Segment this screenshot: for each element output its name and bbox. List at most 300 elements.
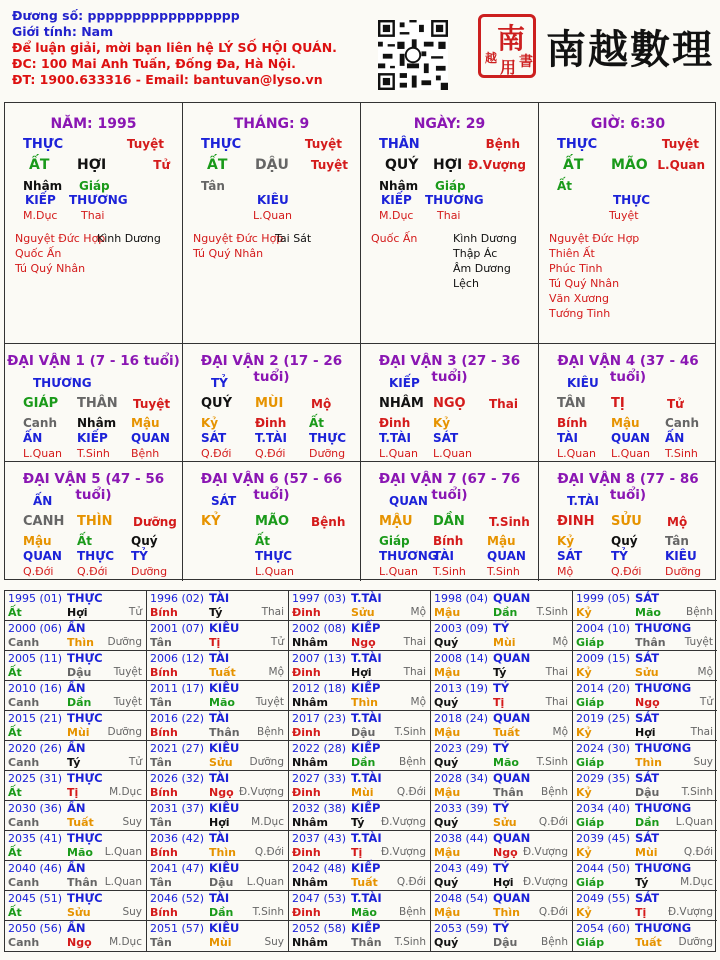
dai-van-hidden-state: T.Sinh <box>433 565 466 578</box>
dai-van-hidden-can: Mậu <box>131 416 160 430</box>
year-label: 2002 (08) <box>292 622 347 635</box>
year-god: THỰC <box>67 831 103 845</box>
year-can: Bính <box>150 786 178 799</box>
year-label: 2050 (56) <box>8 922 63 935</box>
year-can: Canh <box>8 696 40 709</box>
dai-van-hidden-state: L.Quan <box>23 447 62 460</box>
year-state: Q.Đới <box>396 786 426 798</box>
dai-van-cell <box>539 462 717 581</box>
year-can: Giáp <box>576 936 605 949</box>
year-label: 2036 (42) <box>150 832 205 845</box>
year-god: SÁT <box>635 651 660 665</box>
year-label: 2045 (51) <box>8 892 63 905</box>
year-god: KIÊU <box>209 801 240 815</box>
pillar-top-state: Tuyệt <box>661 137 699 151</box>
year-cell <box>289 801 431 831</box>
dai-van-hidden-god: THỰC <box>309 431 347 445</box>
year-state: Bệnh <box>257 726 284 738</box>
year-can: Quý <box>434 936 459 949</box>
dai-van-state: Mộ <box>667 515 688 529</box>
year-state: Tuyệt <box>113 696 142 708</box>
year-god: KIẾP <box>351 861 381 875</box>
qr-code-icon <box>378 20 448 90</box>
pillar-hidden-can: Nhâm <box>379 179 419 193</box>
pillar-column <box>183 103 361 343</box>
year-cell <box>431 591 573 621</box>
year-can: Ất <box>8 846 22 859</box>
star-item: Văn Xương <box>549 292 609 305</box>
dai-van-hidden-can: Bính <box>433 534 464 548</box>
year-god: T.TÀI <box>351 831 382 845</box>
year-state: Mộ <box>552 636 568 648</box>
star-item: Tai Sát <box>275 232 312 245</box>
dai-van-god: TỶ <box>211 376 228 390</box>
year-label: 2008 (14) <box>434 652 489 665</box>
dai-van-can: CANH <box>23 514 65 529</box>
year-state: Thai <box>403 666 426 678</box>
dai-van-hidden-can: Đinh <box>255 416 287 430</box>
year-state: Mộ <box>268 666 284 678</box>
year-god: THƯƠNG <box>635 681 692 695</box>
dai-van-state: Tử <box>667 397 684 411</box>
dai-van-can: NHÂM <box>379 396 424 411</box>
year-can: Đinh <box>292 666 321 679</box>
year-cell <box>431 921 573 951</box>
year-chi: Dậu <box>351 726 376 739</box>
dai-van-cell <box>183 462 361 581</box>
year-can: Đinh <box>292 606 321 619</box>
dai-van-cell <box>5 344 183 463</box>
pillar-truong-sinh: Đ.Vượng <box>468 158 526 172</box>
year-cell <box>147 921 289 951</box>
year-chi: Thân <box>209 726 240 739</box>
year-cell <box>147 861 289 891</box>
pillar-hidden-god: KIÊU <box>257 193 289 207</box>
year-chi: Tuất <box>67 816 94 829</box>
pillar-hidden-god-2: THƯƠNG <box>425 193 484 207</box>
year-cell <box>431 831 573 861</box>
year-chi: Tị <box>351 846 363 859</box>
year-can: Bính <box>150 726 178 739</box>
year-state: Bệnh <box>686 606 713 618</box>
dai-van-hidden-can: Mậu <box>611 416 640 430</box>
dai-van-hidden-god: T.TÀI <box>255 431 287 445</box>
year-god: SÁT <box>635 711 660 725</box>
year-can: Nhâm <box>292 636 328 649</box>
dai-van-state: Dưỡng <box>133 515 177 529</box>
year-cell <box>573 891 717 921</box>
dai-van-hidden-state: Bệnh <box>131 447 160 460</box>
year-state: Mộ <box>410 696 426 708</box>
dai-van-hidden-state: Dưỡng <box>131 565 168 578</box>
year-state: Đ.Vượng <box>522 876 568 888</box>
year-cell <box>147 801 289 831</box>
year-label: 2027 (33) <box>292 772 347 785</box>
year-state: Đ.Vượng <box>667 906 713 918</box>
year-god: ẤN <box>67 741 86 755</box>
year-can: Quý <box>434 636 459 649</box>
year-can: Canh <box>8 876 40 889</box>
year-cell <box>573 921 717 951</box>
year-cell <box>5 591 147 621</box>
year-chi: Mùi <box>493 636 516 649</box>
year-cell <box>147 651 289 681</box>
pillar-title: NĂM: 1995 <box>50 116 137 132</box>
pillar-top-god: THÂN <box>379 137 420 152</box>
year-chi: Dần <box>493 606 518 619</box>
year-cell <box>147 741 289 771</box>
year-label: 2018 (24) <box>434 712 489 725</box>
year-god: KIẾP <box>351 921 381 935</box>
contact-line: Để luận giải, mời bạn liên hệ LÝ SỐ HỘI QUÁN. <box>12 40 337 55</box>
dai-van-title: ĐẠI VẬN 6 (57 - 66 tuổi) <box>200 471 343 503</box>
year-cell <box>5 801 147 831</box>
year-state: Đ.Vượng <box>522 846 568 858</box>
star-item: Tướng Tinh <box>549 307 611 320</box>
year-cell <box>147 681 289 711</box>
year-god: QUAN <box>493 831 531 845</box>
year-state: Suy <box>122 906 142 918</box>
dai-van-hidden-god: QUAN <box>131 431 170 445</box>
year-state: Thai <box>261 606 284 618</box>
year-god: TỶ <box>493 681 510 695</box>
dai-van-hidden-can: Ất <box>309 416 325 430</box>
dai-van-hidden-state: Q.Đới <box>77 565 108 578</box>
dai-van-title: ĐẠI VẬN 3 (27 - 36 tuổi) <box>378 353 521 385</box>
year-can: Quý <box>434 876 459 889</box>
year-label: 2031 (37) <box>150 802 205 815</box>
year-label: 2022 (28) <box>292 742 347 755</box>
year-state: Tuyệt <box>684 636 713 648</box>
year-god: TÀI <box>209 771 230 785</box>
year-state: Tử <box>128 756 142 768</box>
year-state: Tử <box>270 636 284 648</box>
year-cell <box>573 711 717 741</box>
dai-van-hidden-state: Mộ <box>557 565 574 578</box>
star-item: Tú Quý Nhân <box>549 277 620 290</box>
dai-van-hidden-god: THỰC <box>255 549 293 563</box>
year-god: THỰC <box>67 711 103 725</box>
dai-van-state: T.Sinh <box>489 515 530 529</box>
year-label: 2000 (06) <box>8 622 63 635</box>
dai-van-hidden-god: TÀI <box>433 549 455 563</box>
dai-van-god: QUAN <box>389 494 428 508</box>
year-chi: Tuất <box>351 876 378 889</box>
year-chi: Tuất <box>635 936 662 949</box>
dai-van-hidden-god: SÁT <box>201 431 227 445</box>
year-cell <box>147 771 289 801</box>
year-state: Thai <box>690 726 713 738</box>
year-chi: Ngọ <box>351 636 376 649</box>
year-cell <box>147 831 289 861</box>
dai-van-can: QUÝ <box>201 396 233 411</box>
year-can: Kỷ <box>576 606 592 619</box>
dai-van-hidden-can: Mậu <box>487 534 516 548</box>
pillar-truong-sinh: Tử <box>153 158 170 172</box>
year-state: Mộ <box>697 666 713 678</box>
year-chi: Dậu <box>635 786 660 799</box>
year-label: 2040 (46) <box>8 862 63 875</box>
dai-van-state: Tuyệt <box>133 397 171 411</box>
year-god: KIẾP <box>351 681 381 695</box>
pillar-can: ẤT <box>29 157 50 173</box>
year-chi: Mão <box>493 756 519 769</box>
year-god: THỰC <box>67 891 103 905</box>
year-can: Mậu <box>434 606 461 619</box>
year-can: Nhâm <box>292 876 328 889</box>
year-cell <box>5 771 147 801</box>
year-chi: Tý <box>493 666 507 679</box>
year-chi: Dần <box>635 816 660 829</box>
year-chi: Sửu <box>351 606 375 619</box>
year-can: Bính <box>150 906 178 919</box>
year-god: ẤN <box>67 801 86 815</box>
dai-van-hidden-god: SÁT <box>557 549 583 563</box>
year-chi: Hợi <box>635 726 656 739</box>
year-state: Suy <box>264 936 284 948</box>
year-god: SÁT <box>635 891 660 905</box>
dai-van-title: ĐẠI VẬN 1 (7 - 16 tuổi) <box>7 353 180 369</box>
dai-van-god: THƯƠNG <box>33 376 92 390</box>
star-item: Âm Dương Lệch <box>453 262 511 290</box>
year-god: THỰC <box>67 591 103 605</box>
year-can: Tân <box>150 876 172 889</box>
pillar-stars-good <box>371 231 417 246</box>
year-label: 2028 (34) <box>434 772 489 785</box>
star-item: Quốc Ấn <box>371 232 418 245</box>
year-label: 2003 (09) <box>434 622 489 635</box>
year-can: Kỷ <box>576 906 592 919</box>
dai-van-hidden-god: ẤN <box>23 431 43 445</box>
pillar-title: THÁNG: 9 <box>233 116 310 132</box>
year-can: Đinh <box>292 726 321 739</box>
pillar-top-god: THỰC <box>557 137 598 152</box>
year-state: T.Sinh <box>252 906 284 918</box>
year-cell <box>431 801 573 831</box>
year-god: QUAN <box>493 711 531 725</box>
year-state: L.Quan <box>104 876 142 888</box>
year-cell <box>431 681 573 711</box>
year-can: Nhâm <box>292 816 328 829</box>
year-god: QUAN <box>493 651 531 665</box>
dai-van-hidden-god: ẤN <box>665 431 685 445</box>
dai-van-god: ẤN <box>33 494 53 508</box>
year-label: 1995 (01) <box>8 592 63 605</box>
year-god: KIÊU <box>209 921 240 935</box>
year-can: Mậu <box>434 906 461 919</box>
star-item: Phúc Tinh <box>549 262 603 275</box>
year-chi: Tị <box>67 786 79 799</box>
star-item: Thiên Ất <box>549 247 595 260</box>
year-god: T.TÀI <box>351 711 382 725</box>
year-cell <box>289 831 431 861</box>
year-god: SÁT <box>635 591 660 605</box>
dai-van-cell <box>5 462 183 581</box>
dai-van-can: GIÁP <box>23 396 59 411</box>
year-state: Tử <box>699 696 713 708</box>
pillar-hidden-can: Ất <box>557 179 573 193</box>
year-cell <box>289 651 431 681</box>
year-cell <box>289 681 431 711</box>
dai-van-hidden-can: Quý <box>131 534 158 548</box>
year-state: Thai <box>545 666 568 678</box>
year-cell <box>5 651 147 681</box>
year-can: Tân <box>150 756 172 769</box>
year-god: THƯƠNG <box>635 861 692 875</box>
year-chi: Hợi <box>351 666 372 679</box>
star-item: Tú Quý Nhân <box>15 262 86 275</box>
year-cell <box>573 741 717 771</box>
pillar-hidden-can: Nhâm <box>23 179 63 193</box>
year-can: Ất <box>8 666 22 679</box>
year-cell <box>573 861 717 891</box>
year-chi: Tuất <box>493 726 520 739</box>
year-god: TÀI <box>209 891 230 905</box>
year-god: ẤN <box>67 621 86 635</box>
year-state: L.Quan <box>104 846 142 858</box>
dai-van-hidden-state: T.Sinh <box>77 447 110 460</box>
year-god: QUAN <box>493 591 531 605</box>
dai-van-state: Thai <box>489 397 518 411</box>
year-label: 2043 (49) <box>434 862 489 875</box>
dai-van-god: T.TÀI <box>567 494 599 508</box>
seal-stamp: 南 越 用 書 <box>478 14 536 78</box>
year-chi: Hợi <box>209 816 230 829</box>
year-state: T.Sinh <box>681 786 713 798</box>
pillar-hidden-can: Tân <box>201 179 225 193</box>
year-state: Tuyệt <box>113 666 142 678</box>
dai-van-hidden-god: THƯƠNG <box>379 549 438 563</box>
year-can: Nhâm <box>292 756 328 769</box>
year-chi: Mùi <box>635 846 658 859</box>
year-state: Thai <box>545 696 568 708</box>
pillar-chi: HỢI <box>433 157 463 173</box>
dai-van-hidden-state: Q.Đới <box>255 447 286 460</box>
year-god: SÁT <box>635 831 660 845</box>
star-item: Kình Dương <box>453 232 517 245</box>
year-god: QUAN <box>493 891 531 905</box>
dai-van-hidden-can: Mậu <box>23 534 52 548</box>
year-state: Q.Đới <box>538 816 568 828</box>
year-label: 2054 (60) <box>576 922 631 935</box>
year-state: Suy <box>122 816 142 828</box>
year-cell <box>431 621 573 651</box>
year-label: 1998 (04) <box>434 592 489 605</box>
dai-van-hidden-god: T.TÀI <box>379 431 411 445</box>
year-cell <box>289 621 431 651</box>
year-can: Ất <box>8 606 22 619</box>
year-label: 2024 (30) <box>576 742 631 755</box>
year-state: T.Sinh <box>536 756 568 768</box>
year-chi: Dậu <box>493 936 518 949</box>
address-line: ĐC: 100 Mai Anh Tuấn, Đống Đa, Hà Nội. <box>12 56 296 71</box>
pillar-column <box>361 103 539 343</box>
pillar-hidden-can-2: Giáp <box>435 179 466 193</box>
dai-van-hidden-state: Q.Đới <box>201 447 232 460</box>
year-state: Suy <box>693 756 713 768</box>
dai-van-hidden-can: Canh <box>23 416 57 430</box>
pillar-column <box>539 103 717 343</box>
pillar-can: ẤT <box>207 157 228 173</box>
year-label: 2046 (52) <box>150 892 205 905</box>
pillar-truong-sinh: Tuyệt <box>310 158 348 172</box>
year-chi: Sửu <box>67 906 91 919</box>
dai-van-title: ĐẠI VẬN 5 (47 - 56 tuổi) <box>22 471 165 503</box>
year-label: 2035 (41) <box>8 832 63 845</box>
year-label: 2014 (20) <box>576 682 631 695</box>
year-cell <box>5 621 147 651</box>
year-chi: Sửu <box>493 816 517 829</box>
dai-van-hidden-can: Nhâm <box>77 416 117 430</box>
pillar-hidden-state: M.Dục <box>23 209 58 222</box>
year-state: Q.Đới <box>254 846 284 858</box>
year-chi: Thân <box>493 786 524 799</box>
year-label: 2007 (13) <box>292 652 347 665</box>
dai-van-hidden-god: QUAN <box>23 549 62 563</box>
year-god: TÀI <box>209 711 230 725</box>
phone-email-line: ĐT: 1900.633316 - Email: bantuvan@lyso.vn <box>12 72 323 87</box>
year-cell <box>147 621 289 651</box>
year-state: Dưỡng <box>678 936 713 948</box>
year-label: 2004 (10) <box>576 622 631 635</box>
dai-van-hidden-god: QUAN <box>487 549 526 563</box>
year-state: Đ.Vượng <box>380 816 426 828</box>
dai-van-hidden-state: Dưỡng <box>309 447 346 460</box>
year-can: Bính <box>150 606 178 619</box>
year-state: M.Dục <box>680 876 713 888</box>
year-state: Đ.Vượng <box>380 846 426 858</box>
year-chi: Ngọ <box>209 786 234 799</box>
year-chi: Sửu <box>635 666 659 679</box>
year-god: TÀI <box>209 591 230 605</box>
year-chi: Ngọ <box>635 696 660 709</box>
dai-van-hidden-god: KIẾP <box>77 431 108 445</box>
dai-van-cell <box>361 462 539 581</box>
dai-van-chi: TỊ <box>611 396 625 411</box>
year-god: ẤN <box>67 681 86 695</box>
year-god: T.TÀI <box>351 891 382 905</box>
year-can: Tân <box>150 696 172 709</box>
dai-van-hidden-god: TỶ <box>131 549 148 563</box>
year-state: Q.Đới <box>538 906 568 918</box>
year-label: 2038 (44) <box>434 832 489 845</box>
star-item: Nguyệt Đức Hợp <box>549 232 640 245</box>
year-god: THƯƠNG <box>635 741 692 755</box>
year-state: Dưỡng <box>107 636 142 648</box>
pillar-hidden-god: KIẾP <box>25 193 56 207</box>
year-chi: Thân <box>351 936 382 949</box>
dai-van-state: Bệnh <box>311 515 346 529</box>
year-chi: Tý <box>351 816 365 829</box>
pillar-hidden-god-2: THƯƠNG <box>69 193 128 207</box>
year-god: KIẾP <box>351 801 381 815</box>
year-god: ẤN <box>67 921 86 935</box>
year-chi: Dần <box>351 756 376 769</box>
year-state: Mộ <box>410 606 426 618</box>
star-item: Tú Quý Nhân <box>193 247 264 260</box>
year-can: Canh <box>8 756 40 769</box>
year-can: Kỷ <box>576 846 592 859</box>
year-state: Tử <box>128 606 142 618</box>
year-can: Mậu <box>434 726 461 739</box>
dai-van-hidden-can: Giáp <box>379 534 410 548</box>
year-god: TỶ <box>493 801 510 815</box>
pillar-hidden-state-2: Thai <box>81 209 105 222</box>
year-cell <box>147 591 289 621</box>
year-state: T.Sinh <box>394 726 426 738</box>
year-can: Nhâm <box>292 936 328 949</box>
year-cell <box>289 591 431 621</box>
